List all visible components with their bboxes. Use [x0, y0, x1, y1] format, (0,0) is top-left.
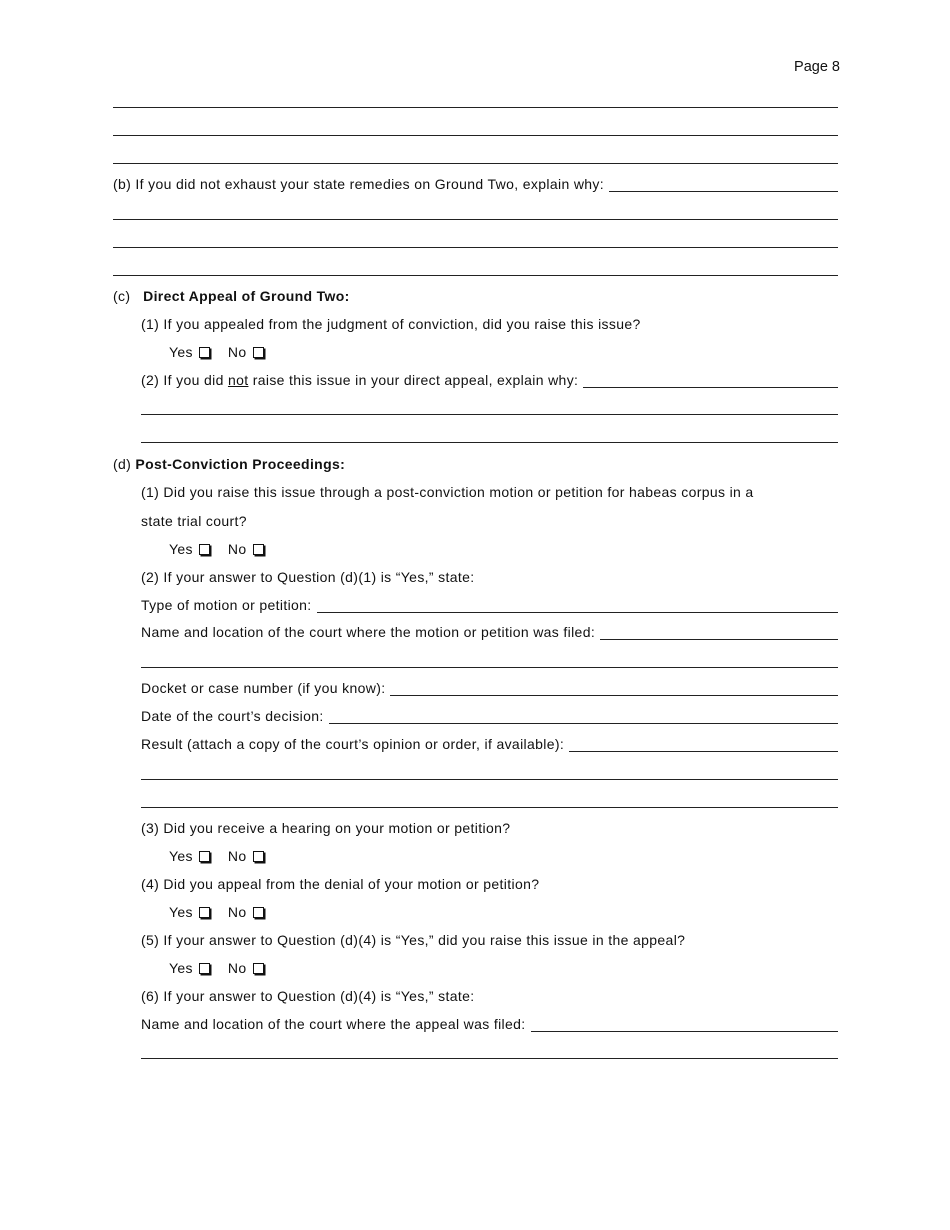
answer-line[interactable] [141, 667, 838, 668]
direct-appeal-yes-no: Yes No [169, 344, 264, 360]
post-conviction-state-instruction: (2) If your answer to Question (d)(1) is “Yes,” state: [141, 569, 475, 585]
decision-date-field[interactable] [141, 708, 838, 724]
result-input[interactable] [569, 737, 838, 752]
court-name-input[interactable] [600, 625, 838, 640]
court-name-field[interactable] [141, 624, 838, 640]
not-raised-label: (2) If you did not raise this issue in your direct appeal, explain why: [141, 372, 579, 388]
result-label: Result (attach a copy of the court’s opinion or order, if available): [141, 736, 565, 752]
appeal-court-label: Name and location of the court where the appeal was filed: [141, 1016, 526, 1032]
answer-line[interactable] [141, 414, 838, 415]
answer-line[interactable] [141, 807, 838, 808]
section-c-marker: (c) [113, 288, 131, 304]
raise-in-appeal-yes-no: Yes No [169, 960, 264, 976]
raise-in-appeal-question: (5) If your answer to Question (d)(4) is “Yes,” did you raise this issue in the appeal? [141, 932, 686, 948]
not-raised-input[interactable] [583, 373, 838, 388]
appeal-state-instruction: (6) If your answer to Question (d)(4) is “Yes,” state: [141, 988, 475, 1004]
hearing-question: (3) Did you receive a hearing on your motion or petition? [141, 820, 511, 836]
yes-checkbox[interactable] [199, 347, 210, 358]
appeal-denial-yes-no: Yes No [169, 904, 264, 920]
motion-type-input[interactable] [317, 598, 838, 613]
yes-checkbox[interactable] [199, 851, 210, 862]
appeal-court-input[interactable] [531, 1017, 838, 1032]
docket-number-field[interactable] [141, 680, 838, 696]
exhaust-explain-input[interactable] [609, 177, 838, 192]
motion-type-label: Type of motion or petition: [141, 597, 312, 613]
exhaust-explain-field[interactable] [113, 176, 838, 192]
docket-number-label: Docket or case number (if you know): [141, 680, 386, 696]
motion-type-field[interactable] [141, 597, 838, 613]
post-conviction-question-line2: state trial court? [141, 513, 247, 529]
yes-checkbox[interactable] [199, 963, 210, 974]
decision-date-label: Date of the court’s decision: [141, 708, 324, 724]
answer-line[interactable] [113, 219, 838, 220]
section-d-title: Post-Conviction Proceedings: [135, 456, 346, 472]
section-d-heading [113, 456, 345, 472]
section-d-marker: (d) [113, 456, 132, 472]
docket-number-input[interactable] [390, 681, 838, 696]
section-c-title: Direct Appeal of Ground Two: [143, 288, 350, 304]
hearing-yes-no: Yes No [169, 848, 264, 864]
answer-line[interactable] [141, 779, 838, 780]
post-conviction-yes-no: Yes No [169, 541, 264, 557]
section-c-heading [113, 288, 350, 304]
no-checkbox[interactable] [253, 544, 264, 555]
yes-checkbox[interactable] [199, 907, 210, 918]
yes-checkbox[interactable] [199, 544, 210, 555]
result-field[interactable] [141, 736, 838, 752]
answer-line[interactable] [113, 163, 838, 164]
decision-date-input[interactable] [329, 709, 838, 724]
no-checkbox[interactable] [253, 963, 264, 974]
no-checkbox[interactable] [253, 347, 264, 358]
page-number: Page 8 [794, 59, 840, 75]
exhaust-explain-label: (b) If you did not exhaust your state remedies on Ground Two, explain why: [113, 176, 605, 192]
not-raised-explain-field[interactable] [141, 372, 838, 388]
answer-line[interactable] [113, 135, 838, 136]
no-checkbox[interactable] [253, 851, 264, 862]
direct-appeal-question: (1) If you appealed from the judgment of conviction, did you raise this issue? [141, 316, 641, 332]
post-conviction-question-line1: (1) Did you raise this issue through a post-conviction motion or petition for habeas corpus in a [141, 484, 754, 500]
answer-line[interactable] [113, 247, 838, 248]
appeal-court-field[interactable] [141, 1016, 838, 1032]
answer-line[interactable] [141, 442, 838, 443]
answer-line[interactable] [141, 1058, 838, 1059]
appeal-denial-question: (4) Did you appeal from the denial of your motion or petition? [141, 876, 540, 892]
answer-line[interactable] [113, 275, 838, 276]
no-checkbox[interactable] [253, 907, 264, 918]
court-name-label: Name and location of the court where the motion or petition was filed: [141, 624, 596, 640]
answer-line[interactable] [113, 107, 838, 108]
